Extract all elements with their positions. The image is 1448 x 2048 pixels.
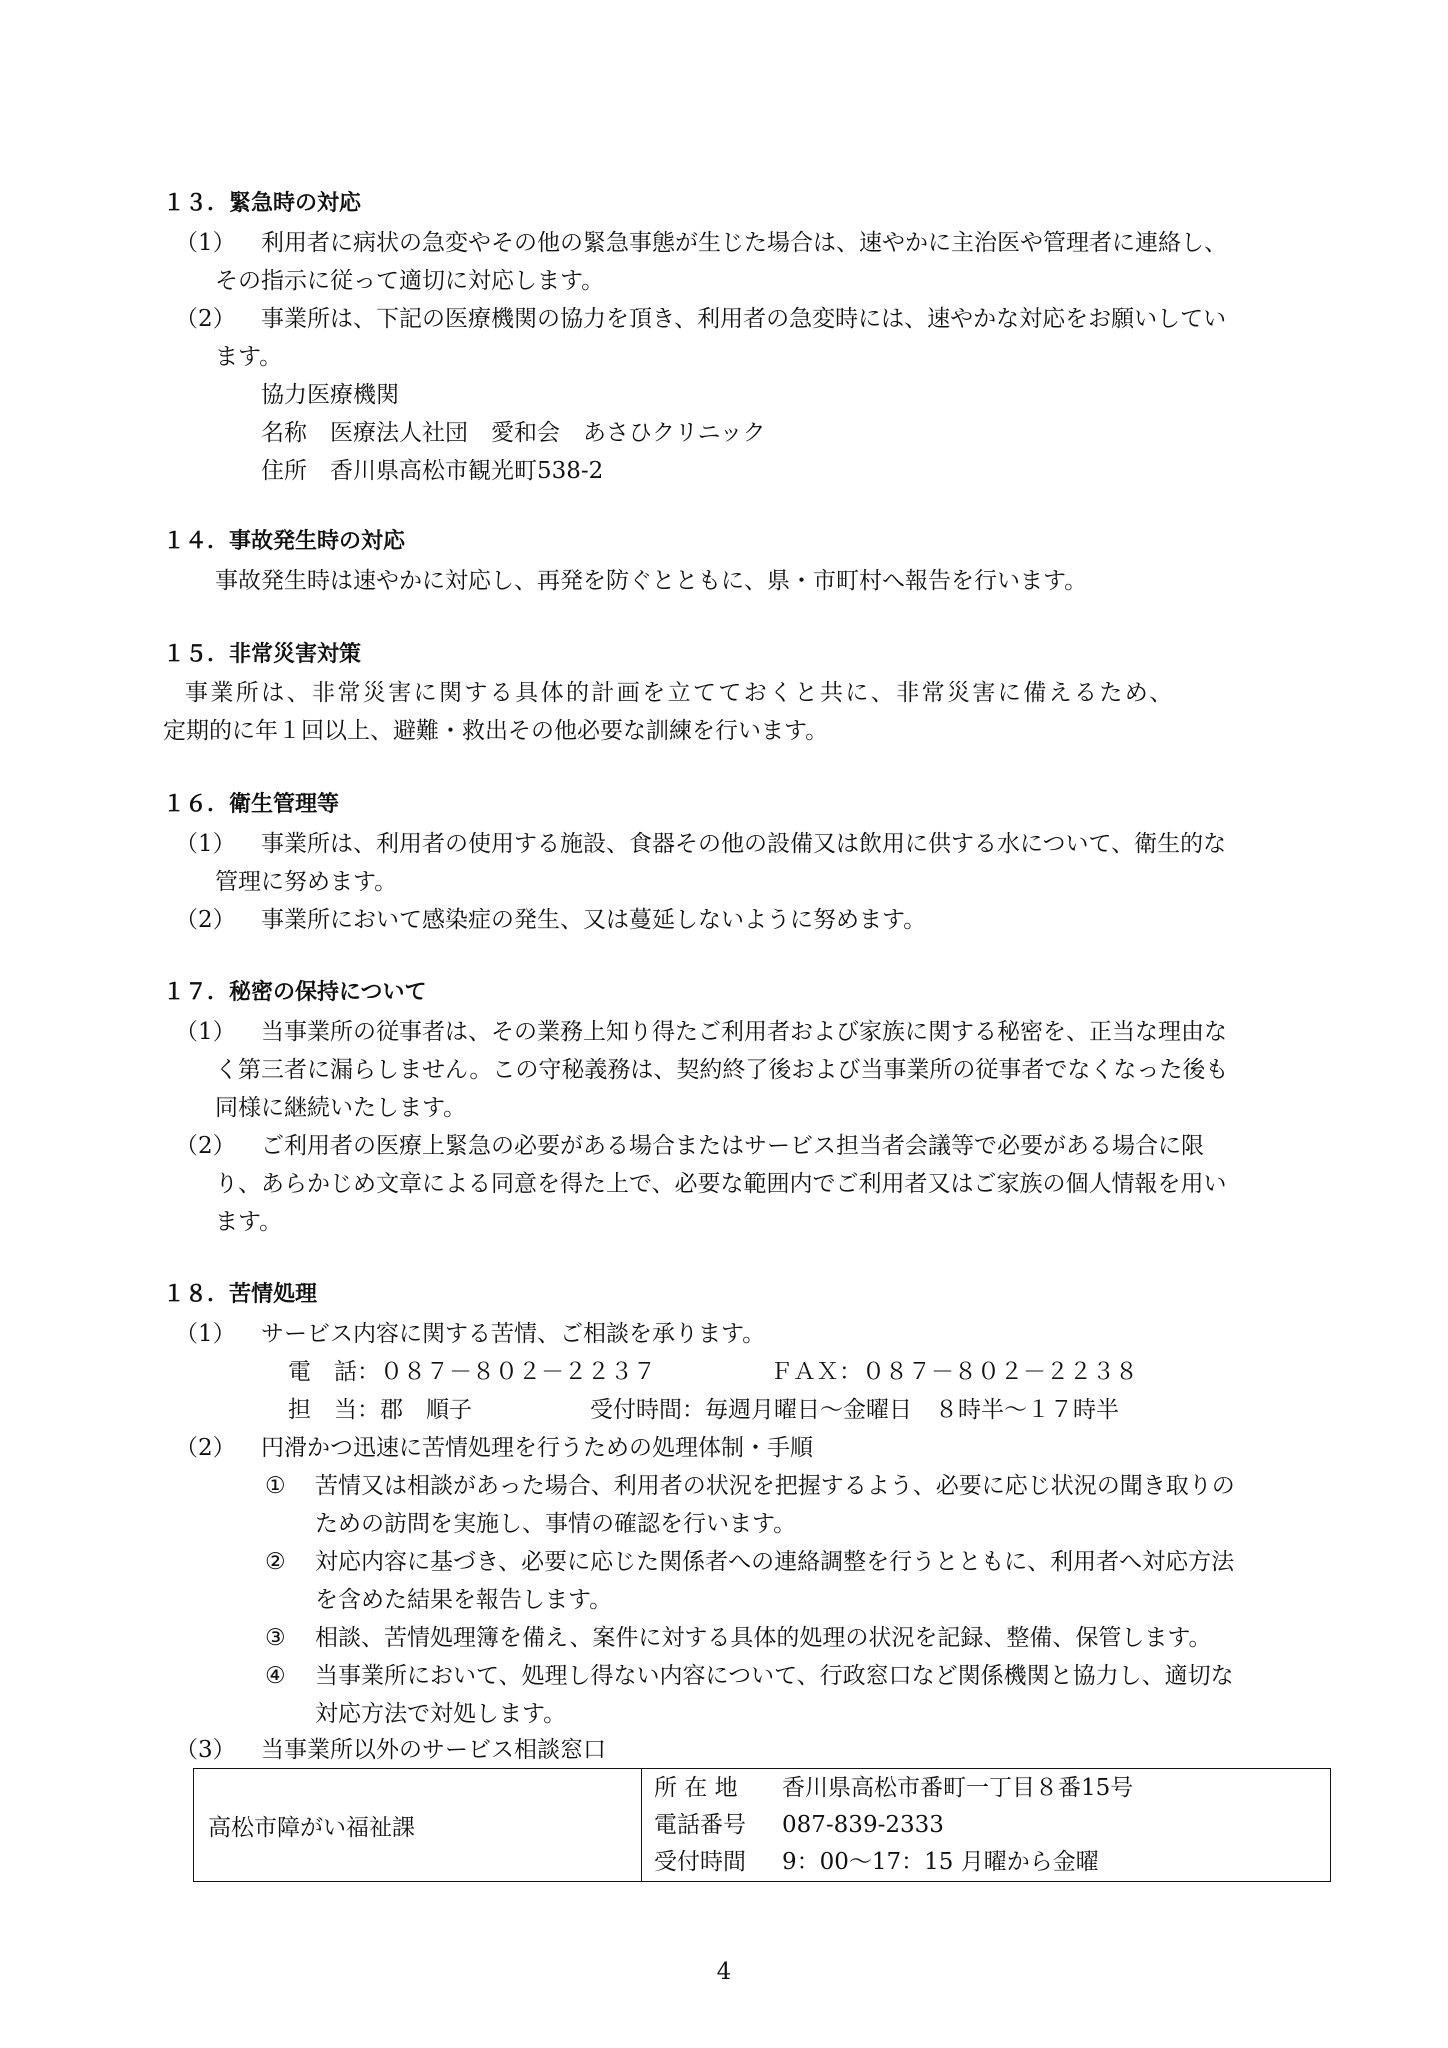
procedure-step-1-cont: ための訪問を実施し、事情の確認を行います。 bbox=[315, 1511, 797, 1537]
s16-item-2 bbox=[175, 901, 926, 939]
section-16-heading: １６．衛生管理等 bbox=[163, 792, 340, 817]
step-number: ④ bbox=[265, 1663, 286, 1689]
complaint-phone: 電 話：０８７－８０２－２２３７ bbox=[288, 1359, 656, 1385]
item-text: 当事業所以外のサービス相談窓口 bbox=[261, 1737, 606, 1763]
item-number: （1） bbox=[175, 1019, 236, 1045]
item-text: サービス内容に関する苦情、ご相談を承ります。 bbox=[261, 1321, 766, 1347]
item-text: 事業所において感染症の発生、又は蔓延しないように努めます。 bbox=[261, 907, 927, 933]
s16-item-1-cont: 管理に努めます。 bbox=[215, 869, 398, 895]
address-label: 所 在 地 bbox=[654, 1775, 738, 1801]
section-14-heading: １４．事故発生時の対応 bbox=[163, 529, 406, 554]
section-17-heading: １７．秘密の保持について bbox=[163, 980, 427, 1005]
address-value: 香川県高松市番町一丁目８番15号 bbox=[782, 1775, 1134, 1801]
s17-item-2 bbox=[175, 1127, 1204, 1165]
item-number: （2） bbox=[175, 306, 236, 332]
section-18-heading: １８．苦情処理 bbox=[163, 1282, 318, 1307]
org-name: 高松市障がい福祉課 bbox=[208, 1814, 415, 1841]
s17-item-1 bbox=[175, 1013, 1227, 1051]
hospital-name: 名称 医療法人社団 愛和会 あさひクリニック bbox=[261, 420, 766, 446]
procedure-step-1 bbox=[265, 1467, 1235, 1505]
item-text: 利用者に病状の急変やその他の緊急事態が生じた場合は、速やかに主治医や管理者に連絡し、 bbox=[261, 230, 1227, 256]
table-row-phone bbox=[654, 1806, 944, 1844]
s13-item-2-cont: ます。 bbox=[215, 344, 283, 370]
item-number: （2） bbox=[175, 1435, 236, 1461]
s18-item-2 bbox=[175, 1429, 813, 1467]
table-row-hours bbox=[654, 1843, 1099, 1881]
s17-item-2-cont2: ます。 bbox=[215, 1209, 283, 1235]
table-divider bbox=[641, 1769, 642, 1881]
s17-item-1-cont2: 同様に継続いたします。 bbox=[215, 1095, 467, 1121]
item-number: （1） bbox=[175, 1321, 236, 1347]
step-text: 苦情又は相談があった場合、利用者の状況を把握するよう、必要に応じ状況の聞き取りの bbox=[315, 1473, 1235, 1499]
table-row-address bbox=[654, 1769, 1133, 1807]
item-number: （3） bbox=[175, 1737, 236, 1763]
phone-label: 電話番号 bbox=[654, 1812, 746, 1838]
s16-item-1 bbox=[175, 825, 1226, 863]
section-15-heading: １５．非常災害対策 bbox=[163, 642, 362, 667]
s13-item-2 bbox=[175, 300, 1226, 338]
item-text: 円滑かつ迅速に苦情処理を行うための処理体制・手順 bbox=[261, 1435, 813, 1461]
procedure-step-4-cont: 対応方法で対処します。 bbox=[315, 1701, 567, 1727]
complaint-hours: 受付時間：毎週月曜日～金曜日 ８時半～１７時半 bbox=[590, 1397, 1119, 1423]
hours-label: 受付時間 bbox=[654, 1849, 746, 1875]
item-number: （2） bbox=[175, 907, 236, 933]
complaint-fax: ＦＡＸ：０８７－８０２－２２３８ bbox=[770, 1359, 1138, 1385]
step-text: 対応内容に基づき、必要に応じた関係者への連絡調整を行うとともに、利用者へ対応方法 bbox=[315, 1549, 1235, 1575]
s17-item-1-cont: く第三者に漏らしません。この守秘義務は、契約終了後および当事業所の従事者でなくなった後も bbox=[215, 1057, 1229, 1083]
procedure-step-4 bbox=[265, 1657, 1234, 1695]
item-number: （1） bbox=[175, 230, 236, 256]
procedure-step-2-cont: を含めた結果を報告します。 bbox=[315, 1587, 613, 1613]
hospital-label: 協力医療機関 bbox=[261, 382, 399, 408]
s13-item-1 bbox=[175, 224, 1227, 262]
s15-text: 事業所は、非常災害に関する具体的計画を立てておくと共に、非常災害に備えるため、 bbox=[185, 680, 1175, 706]
s13-item-1-cont: その指示に従って適切に対応します。 bbox=[215, 268, 605, 294]
page-number: 4 bbox=[716, 1959, 732, 1985]
s15-text-cont: 定期的に年１回以上、避難・救出その他必要な訓練を行います。 bbox=[163, 718, 829, 744]
procedure-step-2 bbox=[265, 1543, 1234, 1581]
s17-item-2-cont: り、あらかじめ文章による同意を得た上で、必要な範囲内でご利用者又はご家族の個人情報を用い bbox=[215, 1171, 1227, 1197]
s18-item-1 bbox=[175, 1315, 765, 1353]
hospital-address: 住所 香川県高松市観光町538-2 bbox=[261, 458, 604, 484]
hours-value: 9：00～17：15 月曜から金曜 bbox=[782, 1849, 1099, 1875]
s14-text: 事故発生時は速やかに対応し、再発を防ぐとともに、県・市町村へ報告を行います。 bbox=[215, 568, 1088, 594]
step-text: 相談、苦情処理簿を備え、案件に対する具体的処理の状況を記録、整備、保管します。 bbox=[315, 1625, 1212, 1651]
step-number: ③ bbox=[265, 1625, 286, 1651]
s18-item-3 bbox=[175, 1731, 606, 1769]
item-number: （1） bbox=[175, 831, 236, 857]
item-number: （2） bbox=[175, 1133, 236, 1159]
step-number: ② bbox=[265, 1549, 286, 1575]
complaint-contact: 担 当：郡 順子 bbox=[288, 1397, 472, 1423]
step-number: ① bbox=[265, 1473, 286, 1499]
item-text: 当事業所の従事者は、その業務上知り得たご利用者および家族に関する秘密を、正当な理由な bbox=[261, 1019, 1227, 1045]
section-13-heading: １３．緊急時の対応 bbox=[163, 191, 362, 216]
step-text: 当事業所において、処理し得ない内容について、行政窓口など関係機関と協力し、適切な bbox=[315, 1663, 1234, 1689]
consultation-table bbox=[193, 1768, 1331, 1882]
item-text: 事業所は、利用者の使用する施設、食器その他の設備又は飲用に供する水について、衛生的な bbox=[261, 831, 1227, 857]
procedure-step-3 bbox=[265, 1619, 1212, 1657]
phone-value: 087-839-2333 bbox=[782, 1812, 944, 1838]
item-text: ご利用者の医療上緊急の必要がある場合またはサービス担当者会議等で必要がある場合に限 bbox=[261, 1133, 1204, 1159]
item-text: 事業所は、下記の医療機関の協力を頂き、利用者の急変時には、速やかな対応をお願いしてい bbox=[261, 306, 1227, 332]
